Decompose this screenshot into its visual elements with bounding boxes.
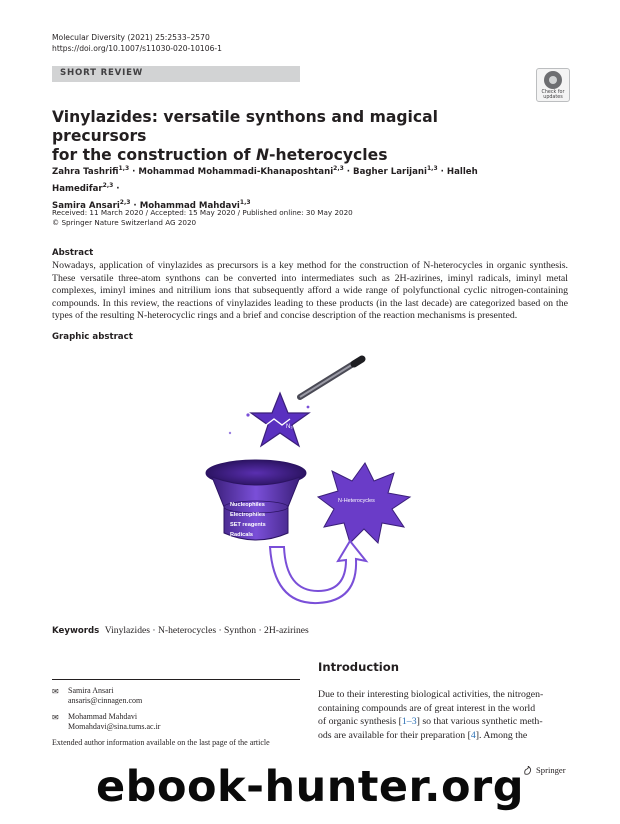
publisher-logo: Springer	[536, 765, 566, 775]
article-title	[52, 108, 512, 165]
author[interactable]: Zahra Tashrifi$^{1,3}$	[52, 165, 130, 177]
history-dates: Received: 11 March 2020 / Accepted: 15 May 2020 / Published online: 30 May 2020	[52, 208, 353, 217]
star-icon	[251, 393, 309, 446]
abstract-heading: Abstract	[52, 248, 94, 258]
magic-hat-icon	[206, 460, 306, 540]
title-line2: for the construction of N-heterocycles	[52, 146, 388, 164]
doi-link[interactable]: https://doi.org/10.1007/s11030-020-10106-1	[52, 44, 222, 53]
burst-label: N-Heterocycles	[338, 498, 375, 504]
section-bar	[52, 66, 300, 82]
badge-line1: Check for	[541, 90, 565, 95]
author[interactable]: Samira Ansari$^{2,3}$	[52, 198, 131, 211]
sparkle-icon	[307, 406, 310, 409]
star-label: N₃	[286, 424, 293, 430]
introduction-text: Due to their interesting biological activities, the nitrogen- containing compounds are of great interest in the world of organic synthesis [1–3] so that various synthetic meth- ods are available for their preparation [4]. Among the	[318, 689, 544, 741]
corresponding-author-name: Samira Ansari	[68, 686, 114, 695]
magic-wand-icon	[300, 359, 362, 397]
corresponding-author-email[interactable]: ansaris@cinnagen.com	[68, 696, 143, 705]
hat-label-radicals: Radicals	[230, 532, 254, 538]
keywords-label: Keywords	[52, 626, 100, 636]
introduction-heading: Introduction	[318, 660, 399, 674]
badge-line2: updates	[543, 95, 563, 100]
citation-link[interactable]: 4	[470, 729, 476, 741]
sparkle-icon	[246, 413, 249, 416]
publication-dates	[52, 208, 353, 228]
graphic-abstract-heading: Graphic abstract	[52, 332, 133, 342]
check-for-updates-badge[interactable]	[536, 68, 570, 102]
corresponding-author-email[interactable]: Momahdavi@sina.tums.ac.ir	[68, 722, 161, 731]
author[interactable]: Halleh Hamedifar$^{2,3}$	[52, 166, 478, 194]
hat-label-electrophiles: Electrophiles	[230, 512, 266, 518]
extended-author-info: Extended author information available on the last page of the article	[52, 738, 270, 747]
curved-arrow-icon	[270, 541, 366, 603]
corresponding-author-name: Mohammad Mahdavi	[68, 712, 138, 721]
copyright: © Springer Nature Switzerland AG 2020	[52, 218, 197, 227]
citation-link[interactable]: 1–3	[401, 716, 417, 728]
watermark: ebook-hunter.org	[96, 762, 524, 812]
journal-info	[52, 32, 222, 54]
author[interactable]: Mohammad Mahdavi$^{1,3}$	[139, 198, 251, 211]
keywords	[52, 625, 309, 636]
magic-hat-illustration	[190, 355, 430, 615]
sparkle-icon	[229, 432, 231, 434]
abstract-text: Nowadays, application of vinylazides as precursors is a key method for the construction of N-heterocycles in organic synthesis. These versatile three-atom synthons can be converted into intermediates such as 2H-azirines, iminyl radicals, iminyl metal complexes, iminyl imines and nitrilium ions that subsequently afford a wide range of polyfunctional cyclic nitrogen-containing compounds. In this review, the reactions of vinylazides leading to these products (in the last decade) are categorized based on the types of the resulting N-heterocyclic rings and a brief and concise description of the reaction mechanisms is presented.	[52, 260, 568, 322]
title-line1: Vinylazides: versatile synthons and magical precursors	[52, 108, 438, 145]
footnote-divider	[52, 679, 300, 680]
author[interactable]: Bagher Larijani$^{1,3}$	[353, 165, 438, 177]
envelope-icon: ✉	[52, 687, 59, 696]
author-list: Zahra Tashrifi$^{1,3}$ · Mohammad Mohammadi‑Khanaposhtani$^{2,3}$ · Bagher Larijani$^{1,3}$ · Halleh Hamedifar$^{2,3}$ · Samira Ansari$^{2,3}$ · Mohammad Mahdavi$^{1,3}$	[52, 165, 478, 211]
journal-citation: Molecular Diversity (2021) 25:2533–2570	[52, 33, 210, 42]
author[interactable]: Mohammad Mohammadi‑Khanaposhtani$^{2,3}$	[138, 165, 344, 177]
envelope-icon: ✉	[52, 713, 59, 722]
graphic-abstract-figure	[190, 355, 430, 615]
hat-label-nucleophiles: Nucleophiles	[230, 502, 265, 508]
burst-shape	[318, 463, 410, 543]
keywords-list: Vinylazides · N-heterocycles · Synthon · 2H-azirines	[104, 625, 309, 636]
hat-label-set-reagents: SET reagents	[230, 522, 266, 528]
section-label: SHORT REVIEW	[60, 68, 144, 78]
update-icon	[544, 71, 562, 89]
